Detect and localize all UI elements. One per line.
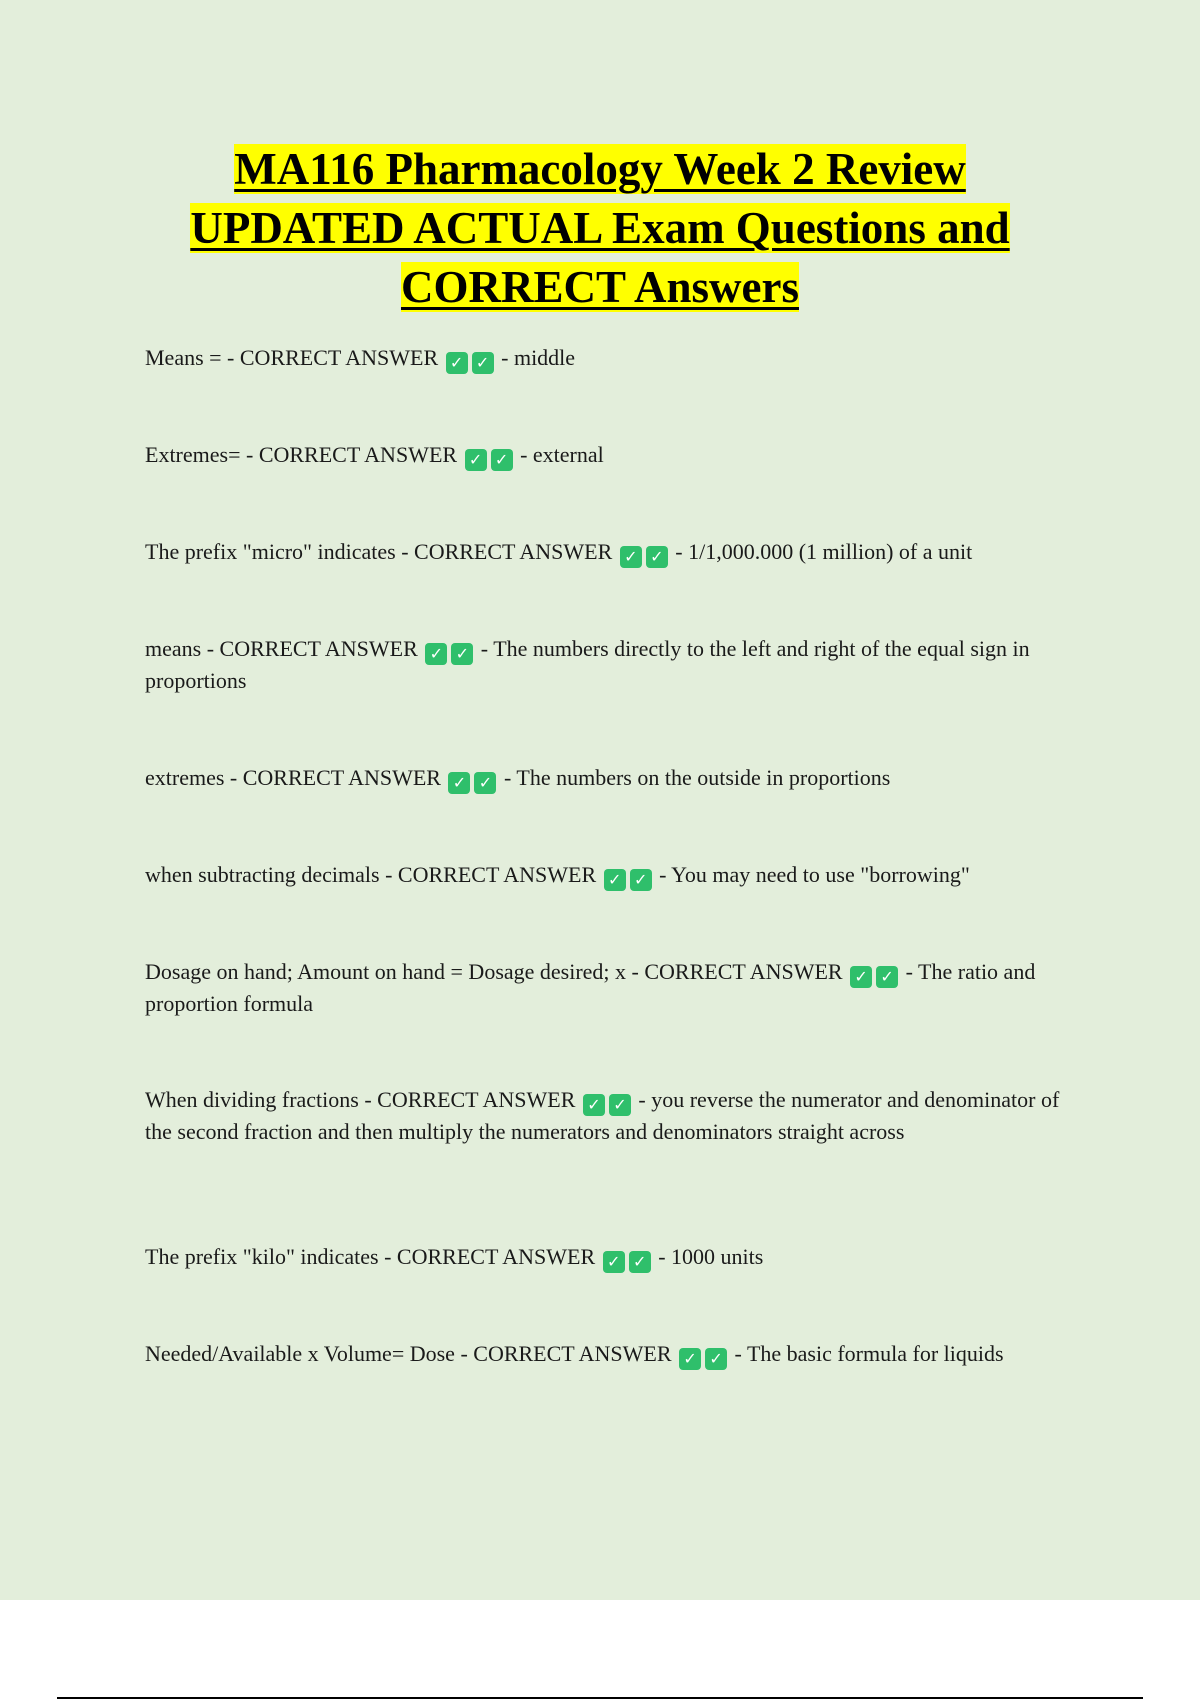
check-icon: ✓ [474,772,496,794]
qa-item [145,762,1085,794]
check-icon: ✓ [609,1094,631,1116]
question-text: Extremes= - CORRECT ANSWER [145,442,458,467]
answer-text: - 1/1,000.000 (1 million) of a unit [675,539,973,564]
question-text: The prefix "micro" indicates - CORRECT ANSWER [145,539,613,564]
qa-item [145,1338,1085,1370]
question-text: Dosage on hand; Amount on hand = Dosage desired; x - CORRECT ANSWER [145,959,843,984]
answer-text: - The numbers on the outside in proportions [503,765,891,790]
question-text: means - CORRECT ANSWER [145,636,418,661]
answer-text: - middle [501,345,576,370]
title-line-2: UPDATED ACTUAL Exam Questions and [190,203,1010,253]
answer-text: - you reverse the numerator and denominator of the second fraction and then multiply the numerators and denominators straight across [145,1087,1060,1144]
qa-item [145,439,1085,471]
question-text: The prefix "kilo" indicates - CORRECT ANSWER [145,1244,596,1269]
check-icon: ✓ [425,643,447,665]
qa-item [145,1241,1085,1273]
answer-text: - external [520,442,604,467]
check-icon: ✓ [603,1251,625,1273]
check-icon: ✓ [583,1094,605,1116]
check-icon: ✓ [620,546,642,568]
check-icon: ✓ [448,772,470,794]
check-icon: ✓ [451,643,473,665]
check-icon: ✓ [604,869,626,891]
footer-divider [57,1697,1143,1699]
title-line-3: CORRECT Answers [401,262,799,312]
check-icon: ✓ [646,546,668,568]
title-line-1: MA116 Pharmacology Week 2 Review [234,144,966,194]
check-icon: ✓ [465,449,487,471]
answer-text: - The numbers directly to the left and right of the equal sign in proportions [145,636,1030,693]
question-text: Means = - CORRECT ANSWER [145,345,439,370]
answer-text: - The basic formula for liquids [734,1341,1004,1366]
qa-item [145,859,1085,891]
check-icon: ✓ [630,869,652,891]
question-text: when subtracting decimals - CORRECT ANSWER [145,862,597,887]
check-icon: ✓ [491,449,513,471]
question-text: Needed/Available x Volume= Dose - CORRECT ANSWER [145,1341,672,1366]
check-icon: ✓ [446,352,468,374]
check-icon: ✓ [850,966,872,988]
question-text: extremes - CORRECT ANSWER [145,765,441,790]
qa-item [145,536,1085,568]
check-icon: ✓ [876,966,898,988]
answer-text: - You may need to use "borrowing" [659,862,970,887]
qa-item [145,956,1085,1020]
question-text: When dividing fractions - CORRECT ANSWER [145,1087,576,1112]
check-icon: ✓ [472,352,494,374]
answer-text: - 1000 units [658,1244,764,1269]
qa-item [145,1084,1085,1148]
qa-item [145,342,1085,374]
qa-item [145,633,1085,697]
document-title [0,140,1200,317]
answer-text: - The ratio and proportion formula [145,959,1036,1016]
check-icon: ✓ [705,1348,727,1370]
check-icon: ✓ [629,1251,651,1273]
check-icon: ✓ [679,1348,701,1370]
